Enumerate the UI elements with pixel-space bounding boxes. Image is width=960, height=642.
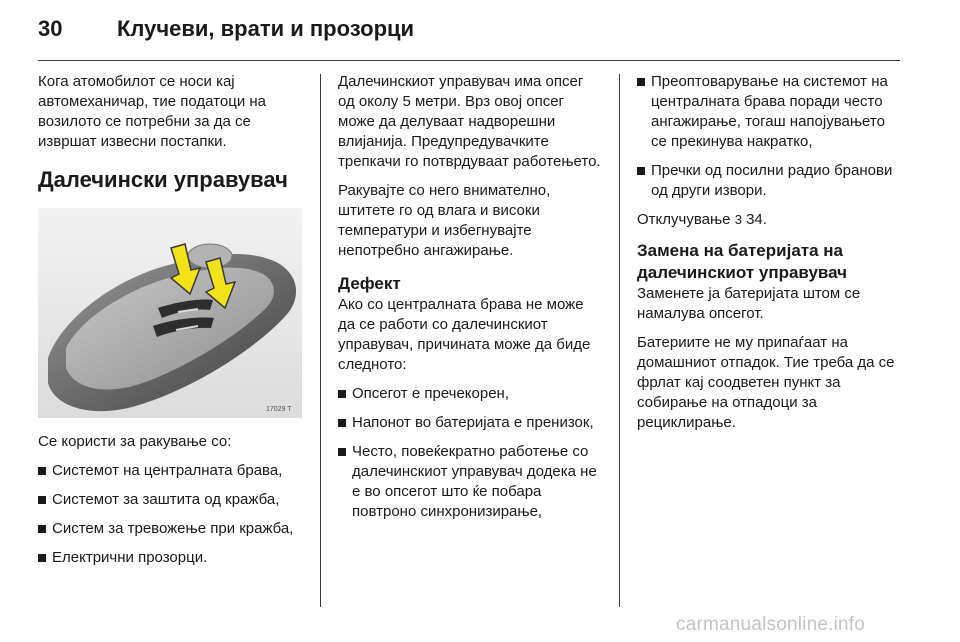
battery-paragraph-2: Батериите не му припаѓаат на домашниот отпадок. Тие треба да се фрлат кај соодветен пункт за собирање на отпадоци за рециклирање. <box>637 334 895 431</box>
header-rule <box>38 60 900 61</box>
column-1 <box>38 72 304 577</box>
bullet-square-icon <box>38 525 46 533</box>
column-divider-1 <box>320 74 321 607</box>
list-item: Електрични прозорци. <box>38 548 304 568</box>
section-heading-fault: Дефект <box>338 274 401 293</box>
page-ref-arrow-icon: 3 <box>734 212 742 227</box>
bullet-square-icon <box>637 78 645 86</box>
list-item: Системот на централната брава, <box>38 461 304 481</box>
bullet-square-icon <box>38 496 46 504</box>
list-item: Преоптоварување на системот на централната брава поради често ангажирање, тогаш напојувањето се прекинува накратко, <box>637 72 903 152</box>
remote-key-illustration <box>38 208 302 418</box>
column-divider-2 <box>619 74 620 607</box>
unlock-page-link[interactable]: 34. <box>746 211 767 228</box>
remote-key-figure <box>38 208 302 418</box>
page-number: 30 <box>38 16 63 41</box>
bullet-square-icon <box>38 467 46 475</box>
section-heading-remote: Далечински управувач <box>38 167 288 192</box>
fault-paragraph: Ако со централната брава не може да се работи со далечинскиот управувач, причината може да биде следното: <box>338 296 591 373</box>
list-item: Опсегот е пречекорен, <box>338 384 604 404</box>
fault-causes-list <box>338 384 604 522</box>
figure-code: 17029 T <box>266 406 292 413</box>
column-3 <box>637 72 903 442</box>
list-item: Системот за заштита од кражба, <box>38 490 304 510</box>
page-header <box>38 16 900 60</box>
bullet-square-icon <box>338 419 346 427</box>
list-item: Напонот во батеријата е пренизок, <box>338 413 604 433</box>
bullet-square-icon <box>338 390 346 398</box>
handling-paragraph: Ракувајте со него внимателно, штитете го од влага и високи температури и избегнувајте непотребно ангажирање. <box>338 182 551 259</box>
bullet-square-icon <box>637 167 645 175</box>
list-item: Систем за тревожење при кражба, <box>38 519 304 539</box>
battery-paragraph-1: Заменете ја батеријата штом се намалува опсегот. <box>637 285 861 322</box>
list-item: Пречки од посилни радио бранови од други извори. <box>637 161 903 201</box>
unlock-reference <box>637 210 903 230</box>
range-paragraph: Далечинскиот управувач има опсег од околу 5 метри. Врз овој опсег може да делуваат надворешни влијанија. Предупредувачките трепкачи го потврдуваат работењето. <box>338 73 601 170</box>
unlock-label: Отклучување <box>637 211 731 228</box>
intro-paragraph: Кога атомобилот се носи кај автомеханичар, тие податоци на возилото се потребни за да се извршат извесни постапки. <box>38 73 266 150</box>
bullet-square-icon <box>338 448 346 456</box>
column-2 <box>338 72 604 531</box>
page-title: Клучеви, врати и прозорци <box>117 16 415 41</box>
uses-list <box>38 461 304 568</box>
watermark: carmanualsonline.info <box>676 614 866 635</box>
list-item: Често, повеќекратно работење со далечинскиот управувач додека не е во опсегот што ќе побара повтроно синхронизирање, <box>338 442 604 522</box>
uses-intro: Се користи за ракување со: <box>38 433 232 450</box>
section-heading-battery: Замена на батеријата на далечинскиот управувач <box>637 241 848 282</box>
fault-causes-list-continued <box>637 72 903 201</box>
bullet-square-icon <box>38 554 46 562</box>
